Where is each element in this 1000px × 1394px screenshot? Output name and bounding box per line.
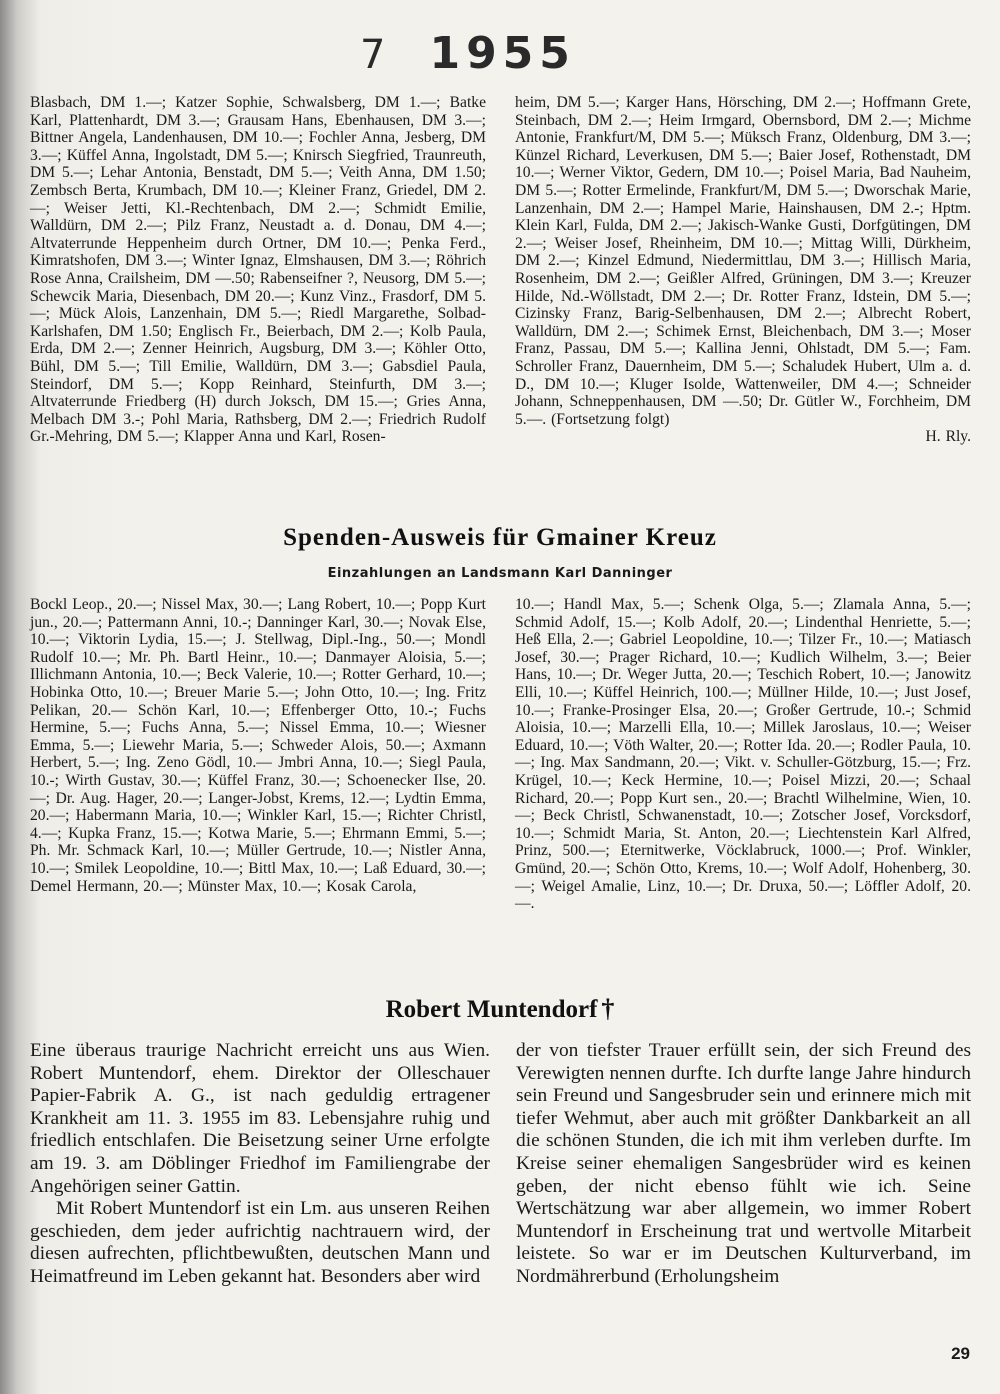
donation-list-right-text: heim, DM 5.—; Karger Hans, Hörsching, DM 2.—; Hoffmann Grete, Steinbach, DM 2.—; Heim Irmgard, Obernsbord, DM 2.—; Michme Antonie, Frankfurt/M, DM 5.—; Müksch Franz, Oldenburg, DM 3.—; Künzel Richard, Leverkusen, DM 5.—; Baier Josef, Rothenstadt, DM 10.—; Werner Viktor, Gedern, DM 10.—; Poisel Maria, Bad Nauheim, DM 5.—; Rotter Ermelinde, Frankfurt/M, DM 5.—; Dworschak Marie, Lanzenhain, DM 2.—; Hampel Marie, Hainshausen, DM 2.-; Hptm. Klein Karl, Fulda, DM 2.—; Jakisch-Wanke Gusti, Dorfgütingen, DM 2.—; Weiser Josef, Rheinheim, DM 10.—; Mittag Willi, Dürkheim, DM 2.—; Kinzel Edmund, Niedermittlau, DM 3.—; Hillisch Maria, Rosenheim, DM 2.—; Geißler Alfred, Grüningen, DM 3.—; Kreuzer Hilde, Nd.-Wöllstadt, DM 2.—; Dr. Rotter Franz, Idstein, DM 5.—; Cizinsky Franz, Barig-Selbenhausen, DM 2.—; Albrecht Robert, Walldürn, DM 2.—; Schimek Ernst, Bleichenbach, DM 3.—; Moser Franz, Passau, DM 5.—; Kallina Jenni, Ohlstadt, DM 5.—; Fam. Schroller Franz, Dauernheim, DM 5.—; Schaludek Hubert, Ulm a. d. D., DM 10.—; Kluger Isolde, Wattenweiler, DM 4.—; Schneider Johann, Schneppenhausen, DM —.50; Dr. Gütler W., Forchheim, DM 5.—. (Fortsetzung folgt) xyxy=(515,94,971,428)
issue-header xyxy=(360,28,576,79)
cross-icon: † xyxy=(601,994,615,1023)
obituary-title-text: Robert Muntendorf xyxy=(385,996,598,1023)
spenden-right-text: 10.—; Handl Max, 5.—; Schenk Olga, 5.—; Zlamala Anna, 5.—; Schmid Adolf, 15.—; Kolb Adolf, 20.—; Lindenthal Henriette, 5.—; Heß Ella, 2.—; Gabriel Leopoldine, 10.—; Tilzer Fr., 10.—; Matiasch Josef, 30.—; Prager Richard, 10.—; Kudlich Wilhelm, 3.—; Beier Hans, 10.—; Dr. Weger Jutta, 20.—; Teschich Robert, 10.—; Janowitz Elli, 10.—; Küffel Heinrich, 100.—; Müllner Hilde, 10.—; Just Josef, 10.—; Franke-Prosinger Elsa, 20.—; Großer Gertrude, 10.-; Schmid Aloisia, 10.—; Marzelli Ella, 10.—; Millek Jaroslaus, 10.—; Weiser Eduard, 10.—; Vöth Walter, 20.—; Rotter Ida. 20.—; Rodler Paula, 10.—; Ing. Max Sandmann, 20.—; Vikt. v. Schuller-Götzburg, 15.—; Frz. Krügel, 10.—; Keck Hermine, 10.—; Poisel Mizzi, 20.—; Schaal Richard, 20.—; Popp Kurt sen., 20.—; Brachtl Wilhelmine, Wien, 10.—; Beck Christl, Schwanenstadt, 10.—; Zotscher Josef, Vorcksdorf, 10.—; Schmidt Maria, St. Anton, 20.—; Liechtenstein Karl Alfred, Prinz, 500.—; Eternitwerke, Vöcklabruck, 1000.—; Prof. Winkler, Gmünd, 20.—; Schön Otto, Krems, 10.—; Wolf Adolf, Hohenberg, 30.—; Weigel Amalie, Linz, 10.—; Dr. Druxa, 50.—; Löffler Adolf, 20.—. xyxy=(515,596,971,913)
spenden-right-column xyxy=(515,596,971,913)
issue-number: 7 xyxy=(360,32,392,78)
donation-list-left-column xyxy=(30,94,486,446)
page-number: 29 xyxy=(951,1344,970,1363)
donation-list-left-text: Blasbach, DM 1.—; Katzer Sophie, Schwalsberg, DM 1.—; Batke Karl, Plattenhardt, DM 3.—; Grausam Hans, Ebenhausen, DM 3.—; Bittner Angela, Landenhausen, DM 10.—; Fochler Anna, Jesberg, DM 3.—; Küffel Anna, Ingolstadt, DM 5.—; Knirsch Siegfried, Traunreuth, DM 5.—; Lehar Antonia, Benstadt, DM 5.—; Veith Anna, DM 1.50; Zembsch Berta, Krumbach, DM 10.—; Kleiner Franz, Griedel, DM 2.—; Weiser Jetti, Kl.-Rechtenbach, DM 2.—; Schmidt Emilie, Walldürn, DM 2.—; Pilz Franz, Neustadt a. d. Donau, DM 4.—; Altvaterrunde Heppenheim durch Ortner, DM 10.—; Penka Ferd., Kimratshofen, DM 3.—; Winter Ignaz, Elmshausen, DM 3.—; Röhrich Rose Anna, Crailsheim, DM —.50; Rabenseifner ?, Neusorg, DM 5.—; Schewcik Maria, Diesenbach, DM 20.—; Kunz Vinz., Frasdorf, DM 5.—; Mück Alois, Lanzenhain, DM 5.—; Riedl Margarethe, Solbad-Karlshafen, DM 1.50; Englisch Fr., Beierbach, DM 2.—; Kolb Paula, Erda, DM 2.—; Zenner Heinrich, Augsburg, DM 3.—; Köhler Otto, Bühl, DM 5.—; Till Emilie, Walldürn, DM 3.—; Gabsdiel Paula, Steindorf, DM 5.—; Kopp Reinhard, Steinfurth, DM 3.—; Altvaterrunde Friedberg (H) durch Joksch, DM 15.—; Gries Anna, Melbach DM 3.-; Pohl Maria, Rathsberg, DM 2.—; Friedrich Rudolf Gr.-Mehring, DM 5.—; Klapper Anna und Karl, Rosen- xyxy=(30,94,486,446)
obituary-left-paragraph-1: Eine überaus traurige Nachricht erreicht uns aus Wien. Robert Muntendorf, ehem. Direktor der Olleschauer Papier-Fabrik A. G., ist nach geduldig ertragener Krankheit am 11. 3. 1955 im 83. Lebensjahre ruhig und friedlich entschlafen. Die Beisetzung seiner Urne erfolgte am 19. 3. am Döblinger Friedhof im Familiengrabe der Angehörigen seiner Gattin. xyxy=(30,1040,490,1197)
issue-year: 1955 xyxy=(429,28,576,79)
obituary-right-column xyxy=(516,1040,971,1289)
obituary-right-paragraph: der von tiefster Trauer erfüllt sein, der sich Freund des Verewigten nennen durfte. Ich durfte lange Jahre hindurch sein Freund und Sangesbruder sein und erinnere mich mit tiefer Wehmut, aber auch mit größter Dankbarkeit an all die schönen Stunden, die ich mit ihm verleben durfte. Im Kreise seiner ehemaligen Sangesbrüder wird es keinen geben, der nicht ebenso fühlt wie ich. Seine Wertschätzung war aber allgemein, wo immer Robert Muntendorf in Erscheinung trat und wertvolle Mitarbeit leistete. So war er im Deutschen Kulturverband, im Nordmährerbund (Erholungsheim xyxy=(516,1040,971,1287)
spenden-section-subtitle: Einzahlungen an Landsmann Karl Danninger xyxy=(327,566,673,581)
obituary-title xyxy=(0,994,1000,1024)
donation-list-right-column xyxy=(515,94,971,446)
obituary-left-column xyxy=(30,1040,490,1289)
obituary-left-paragraph-2: Mit Robert Muntendorf ist ein Lm. aus unseren Reihen geschieden, dem jeder aufrichtig nachtrauern wird, der diesen aufrechten, pflichtbewußten, deutschen Mann und Heimatfreund im Leben gekannt hat. Besonders aber wird xyxy=(30,1198,490,1287)
spenden-section-title: Spenden-Ausweis für Gmainer Kreuz xyxy=(283,524,717,551)
donation-list-signature: H. Rly. xyxy=(925,428,971,446)
spenden-left-text: Bockl Leop., 20.—; Nissel Max, 30.—; Lang Robert, 10.—; Popp Kurt jun., 20.—; Pattermann Anni, 10.-; Danninger Karl, 30.—; Novak Else, 10.—; Viktorin Lydia, 15.—; J. Stellwag, Dipl.-Ing., 50.—; Mondl Rudolf 10.—; Mr. Ph. Bartl Heinr., 10.—; Danmayer Aloisia, 5.—; Illichmann Antonia, 10.—; Beck Valerie, 10.—; Rotter Gerhard, 10.—; Hobinka Otto, 10.—; Breuer Marie 5.—; John Otto, 10.—; Ing. Fritz Pelikan, 20.— Schön Karl, 10.—; Effenberger Otto, 10.-; Fuchs Hermine, 5.—; Fuchs Anna, 5.—; Nissel Emma, 10.—; Wiesner Emma, 5.—; Liewehr Maria, 5.—; Schweder Alois, 50.—; Axmann Herbert, 5.—; Ing. Zeno Gödl, 10.— Jmbri Anna, 10.—; Siegl Paula, 10.-; Wirth Gustav, 30.—; Küffel Franz, 30.—; Schoenecker Ilse, 20.—; Dr. Aug. Hager, 20.—; Langer-Jobst, Krems, 12.—; Lydtin Emma, 20.—; Habermann Maria, 10.—; Winkler Karl, 15.—; Richter Christl, 4.—; Kupka Franz, 15.—; Kotwa Marie, 5.—; Ehrmann Emmi, 5.—; Ph. Mr. Schmack Karl, 10.—; Müller Gertrude, 10.—; Nistler Anna, 10.—; Smilek Leopoldine, 10.—; Bittl Max, 10.—; Laß Eduard, 30.—; Demel Hermann, 20.—; Münster Max, 10.—; Kosak Carola, xyxy=(30,596,486,895)
spenden-left-column xyxy=(30,596,486,895)
